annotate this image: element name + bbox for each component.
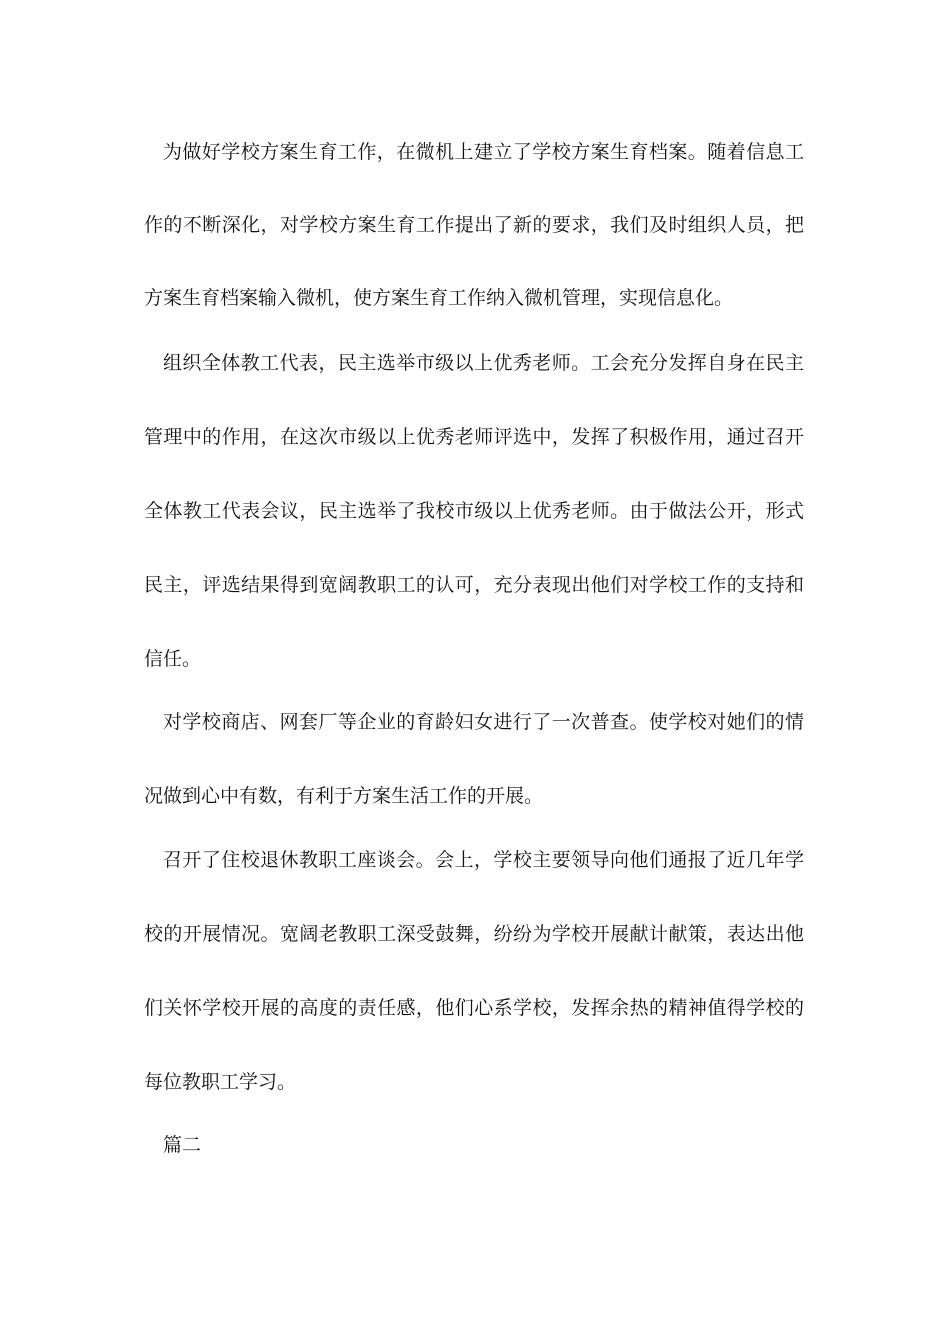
paragraph-4-line-4: 每位教职工学习。 [144, 1071, 297, 1093]
paragraph-1-line-3: 方案生育档案输入微机，使方案生育工作纳入微机管理，实现信息化。 [144, 287, 734, 309]
paragraph-4-line-3: 们关怀学校开展的高度的责任感，他们心系学校，发挥余热的精神值得学校的 [144, 997, 804, 1019]
paragraph-2-line-2: 管理中的作用，在这次市级以上优秀老师评选中，发挥了积极作用，通过召开 [144, 426, 804, 448]
paragraph-2-line-1: 组织全体教工代表，民主选举市级以上优秀老师。工会充分发挥自身在民主 [163, 352, 804, 374]
paragraph-2-line-5: 信任。 [144, 648, 202, 670]
paragraph-3-line-1: 对学校商店、网套厂等企业的育龄妇女进行了一次普查。使学校对她们的情 [163, 711, 804, 733]
paragraph-2-line-3: 全体教工代表会议，民主选举了我校市级以上优秀老师。由于做法公开，形式 [144, 500, 804, 522]
paragraph-4-line-2: 校的开展情况。宽阔老教职工深受鼓舞，纷纷为学校开展献计献策，表达出他 [144, 923, 804, 945]
paragraph-3-line-2: 况做到心中有数，有利于方案生活工作的开展。 [144, 785, 544, 807]
paragraph-4-line-1: 召开了住校退休教职工座谈会。会上，学校主要领导向他们通报了近几年学 [163, 849, 804, 871]
paragraph-1-line-1: 为做好学校方案生育工作，在微机上建立了学校方案生育档案。随着信息工 [163, 141, 804, 163]
paragraph-1-line-2: 作的不断深化，对学校方案生育工作提出了新的要求，我们及时组织人员，把 [144, 214, 804, 236]
paragraph-2-line-4: 民主，评选结果得到宽阔教职工的认可，充分表现出他们对学校工作的支持和 [144, 574, 804, 596]
section-heading: 篇二 [163, 1134, 202, 1156]
